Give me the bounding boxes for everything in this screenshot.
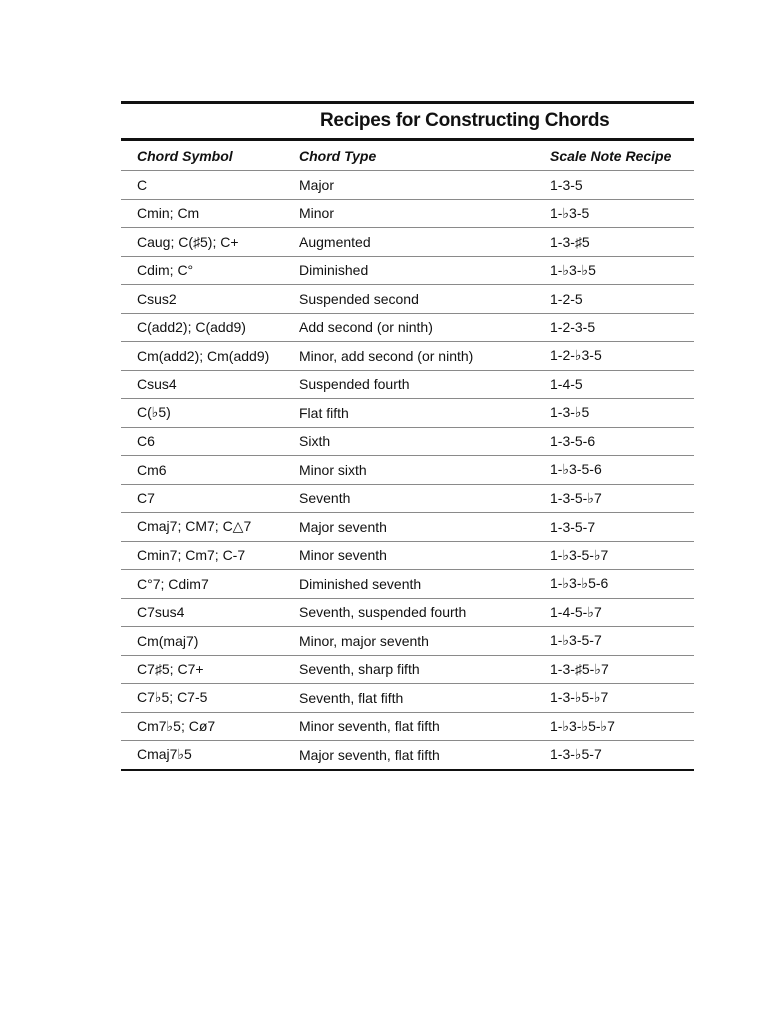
chord-symbol-cell: Csus2 [137,290,177,307]
table-row [121,570,694,599]
table-row [121,171,694,200]
header-chord-type: Chord Type [299,147,377,164]
chord-type-cell: Seventh, flat fifth [299,689,404,706]
table-row [121,627,694,656]
table-title: Recipes for Constructing Chords [320,110,610,131]
table-row [121,684,694,713]
recipe-cell: 1-4-5-♭7 [550,603,602,620]
chord-type-cell: Diminished seventh [299,575,422,592]
table-row [121,542,694,571]
chord-type-cell: Minor, major seventh [299,632,429,649]
recipe-cell: 1-3-♭5-♭7 [550,689,609,706]
chord-type-cell: Diminished [299,262,369,279]
chord-symbol-cell: Cm(maj7) [137,632,199,649]
chord-symbol-cell: C6 [137,433,155,450]
table-row [121,228,694,257]
recipe-cell: 1-4-5 [550,376,583,393]
table-header-row [121,141,694,171]
recipe-cell: 1-♭3-♭5-6 [550,575,609,592]
recipe-cell: 1-♭3-5 [550,204,590,221]
table-row [121,741,694,771]
chord-symbol-cell: C [137,176,148,193]
chord-type-cell: Augmented [299,233,371,250]
header-chord-symbol: Chord Symbol [137,147,233,164]
recipe-cell: 1-2-5 [550,290,583,307]
chord-symbol-cell: C°7; Cdim7 [137,575,209,592]
chord-symbol-cell: C7♭5; C7-5 [137,689,208,706]
recipe-cell: 1-3-5-6 [550,433,596,450]
chord-type-cell: Seventh [299,490,351,507]
chord-type-cell: Minor seventh, flat fifth [299,718,440,735]
header-scale-note-recipe: Scale Note Recipe [550,147,672,164]
table-row [121,200,694,229]
chord-symbol-cell: Cm(add2); Cm(add9) [137,347,270,364]
chord-type-cell: Seventh, sharp fifth [299,661,420,678]
table-row [121,371,694,400]
table-row [121,314,694,343]
recipe-cell: 1-3-♯5-♭7 [550,660,609,677]
table-row [121,513,694,542]
chord-symbol-cell: C7♯5; C7+ [137,661,204,678]
table-row [121,656,694,685]
table-row [121,599,694,628]
chord-type-cell: Minor [299,205,335,222]
chord-symbol-cell: Cmaj7♭5 [137,746,192,763]
recipe-cell: 1-2-3-5 [550,319,596,336]
chord-recipes-table [121,101,694,771]
recipe-cell: 1-3-5 [550,176,583,193]
chord-symbol-cell: Cdim; C° [137,262,194,279]
chord-symbol-cell: Cmin; Cm [137,205,200,222]
recipe-cell: 1-2-♭3-5 [550,347,602,364]
chord-symbol-cell: C7 [137,490,155,507]
recipe-cell: 1-♭3-♭5 [550,261,596,278]
recipe-cell: 1-♭3-5-♭7 [550,546,609,563]
table-row [121,285,694,314]
table-row [121,428,694,457]
chord-symbol-cell: Cmin7; Cm7; C-7 [137,547,246,564]
recipe-cell: 1-3-♯5 [550,233,590,250]
chord-type-cell: Major seventh [299,518,387,535]
chord-type-cell: Minor, add second (or ninth) [299,347,474,364]
chord-symbol-cell: Cmaj7; CM7; C△7 [137,518,252,535]
chord-symbol-cell: C(♭5) [137,404,171,421]
chord-type-cell: Suspended fourth [299,376,410,393]
table-row [121,713,694,742]
chord-symbol-cell: Cm6 [137,461,167,478]
chord-type-cell: Major seventh, flat fifth [299,746,440,763]
recipe-cell: 1-3-♭5 [550,404,590,421]
recipe-cell: 1-♭3-♭5-♭7 [550,717,615,734]
table-row [121,485,694,514]
chord-type-cell: Sixth [299,433,331,450]
recipe-cell: 1-3-♭5-7 [550,746,602,763]
table-body [121,171,694,771]
chord-type-cell: Seventh, suspended fourth [299,604,467,621]
recipe-cell: 1-♭3-5-7 [550,632,602,649]
table-row [121,399,694,428]
chord-symbol-cell: C7sus4 [137,604,185,621]
table-row [121,342,694,371]
chord-type-cell: Flat fifth [299,404,349,421]
chord-type-cell: Suspended second [299,290,419,307]
recipe-cell: 1-3-5-7 [550,518,596,535]
chord-type-cell: Major [299,176,335,193]
table-row [121,456,694,485]
chord-type-cell: Add second (or ninth) [299,319,433,336]
chord-symbol-cell: C(add2); C(add9) [137,319,246,336]
chord-symbol-cell: Csus4 [137,376,177,393]
chord-type-cell: Minor seventh [299,547,387,564]
recipe-cell: 1-3-5-♭7 [550,489,602,506]
chord-symbol-cell: Cm7♭5; Cø7 [137,717,216,734]
chord-type-cell: Minor sixth [299,461,367,478]
table-row [121,257,694,286]
chord-symbol-cell: Caug; C(♯5); C+ [137,233,239,250]
recipe-cell: 1-♭3-5-6 [550,461,602,478]
